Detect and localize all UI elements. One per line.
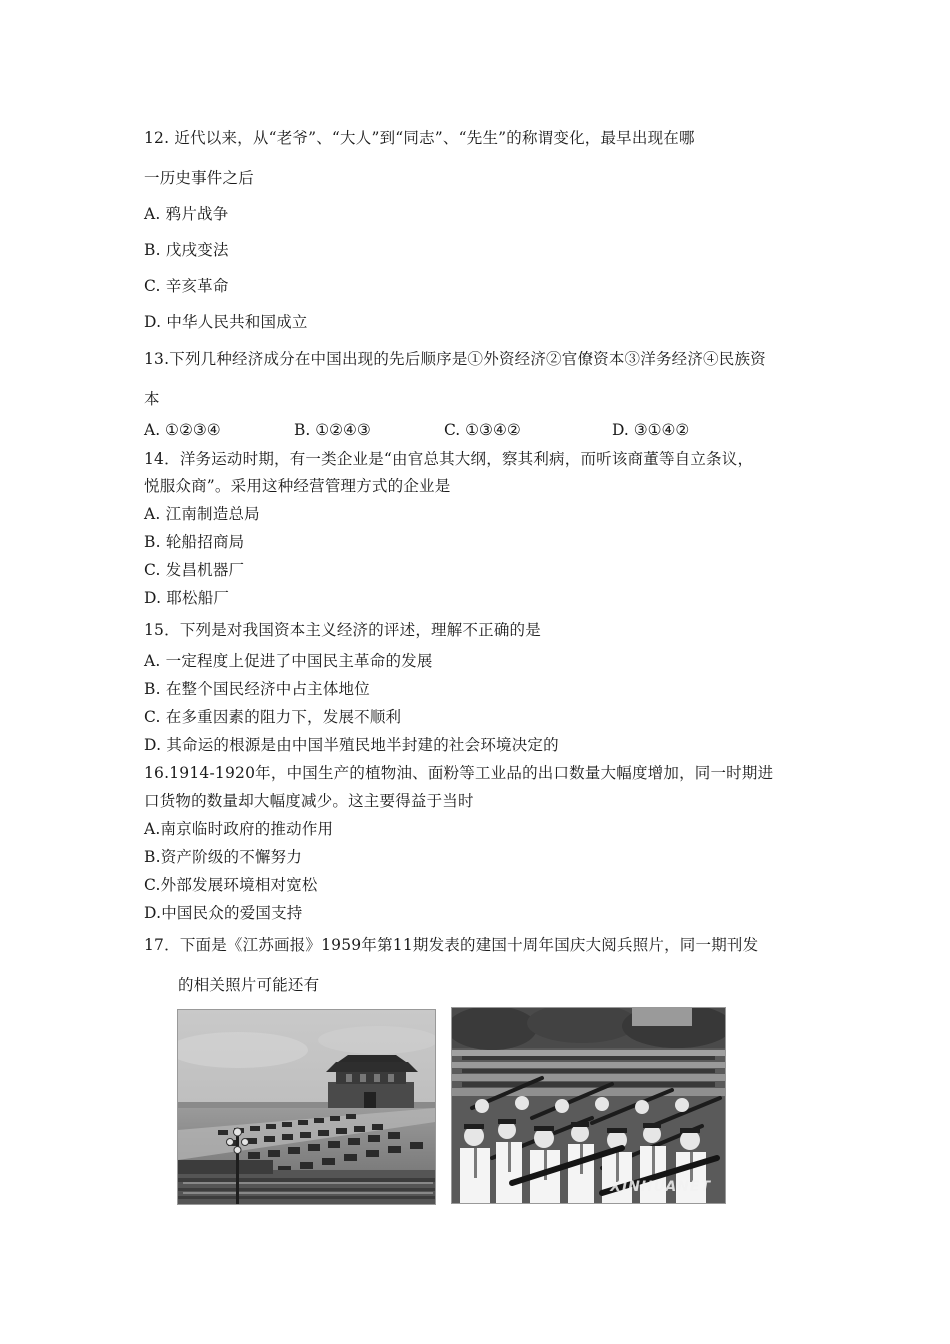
xinhuanet-watermark: XINHUANET [610, 1179, 711, 1195]
parade-photo-image [178, 1010, 435, 1204]
q14-option-b: B. 轮船招商局 [144, 533, 245, 551]
q13-option-a: A. ①②③④ [144, 421, 221, 439]
q15-option-c: C. 在多重因素的阻力下，发展不顺利 [144, 708, 402, 726]
q14-option-c: C. 发昌机器厂 [144, 561, 245, 579]
q14-stem-line2: 悦服众商”。采用这种经营管理方式的企业是 [144, 477, 451, 495]
q14-option-d: D. 耶松船厂 [144, 589, 230, 607]
q16-option-c: C.外部发展环境相对宽松 [144, 876, 318, 894]
q13-stem-line1: 13.下列几种经济成分在中国出现的先后顺序是①外资经济②官僚资本③洋务经济④民族资 [144, 350, 766, 368]
q12-option-b: B. 戊戌变法 [144, 241, 229, 259]
q15-stem: 15．下列是对我国资本主义经济的评述，理解不正确的是 [144, 621, 541, 639]
q12-stem-line2: 一历史事件之后 [144, 169, 254, 187]
q16-stem-line1: 16.1914-1920年，中国生产的植物油、面粉等工业品的出口数量大幅度增加，同一时期进 [144, 764, 774, 782]
q13-options-row [144, 421, 744, 443]
q14-stem-line1: 14．洋务运动时期，有一类企业是“由官总其大纲，察其利病，而听该商董等自立条议， [144, 450, 754, 468]
q17-stem-line2: 的相关照片可能还有 [178, 976, 320, 994]
q15-option-a: A. 一定程度上促进了中国民主革命的发展 [144, 652, 433, 670]
q15-option-b: B. 在整个国民经济中占主体地位 [144, 680, 370, 698]
crowd-photo [451, 1007, 726, 1204]
q16-option-d: D.中国民众的爱国支持 [144, 904, 303, 922]
crowd-photo-image [452, 1008, 725, 1203]
q13-stem-line2: 本 [144, 390, 160, 408]
q16-option-b: B.资产阶级的不懈努力 [144, 848, 303, 866]
q17-stem-line1: 17．下面是《江苏画报》1959年第11期发表的建国十周年国庆大阅兵照片，同一期刊发 [144, 936, 759, 954]
q12-stem-line1: 12. 近代以来，从“老爷”、“大人”到“同志”、“先生”的称谓变化，最早出现在哪 [144, 129, 695, 147]
q12-option-c: C. 辛亥革命 [144, 277, 229, 295]
q12-option-a: A. 鸦片战争 [144, 205, 229, 223]
q13-option-b: B. ①②④③ [294, 421, 371, 439]
q13-option-c: C. ①③④② [444, 421, 521, 439]
parade-photo [177, 1009, 436, 1205]
q13-option-d: D. ③①④② [612, 421, 690, 439]
q14-option-a: A. 江南制造总局 [144, 505, 260, 523]
q12-option-d: D. 中华人民共和国成立 [144, 313, 308, 331]
q15-option-d: D. 其命运的根源是由中国半殖民地半封建的社会环境决定的 [144, 736, 559, 754]
q16-option-a: A.南京临时政府的推动作用 [144, 820, 334, 838]
q16-stem-line2: 口货物的数量却大幅度减少。这主要得益于当时 [144, 792, 474, 810]
